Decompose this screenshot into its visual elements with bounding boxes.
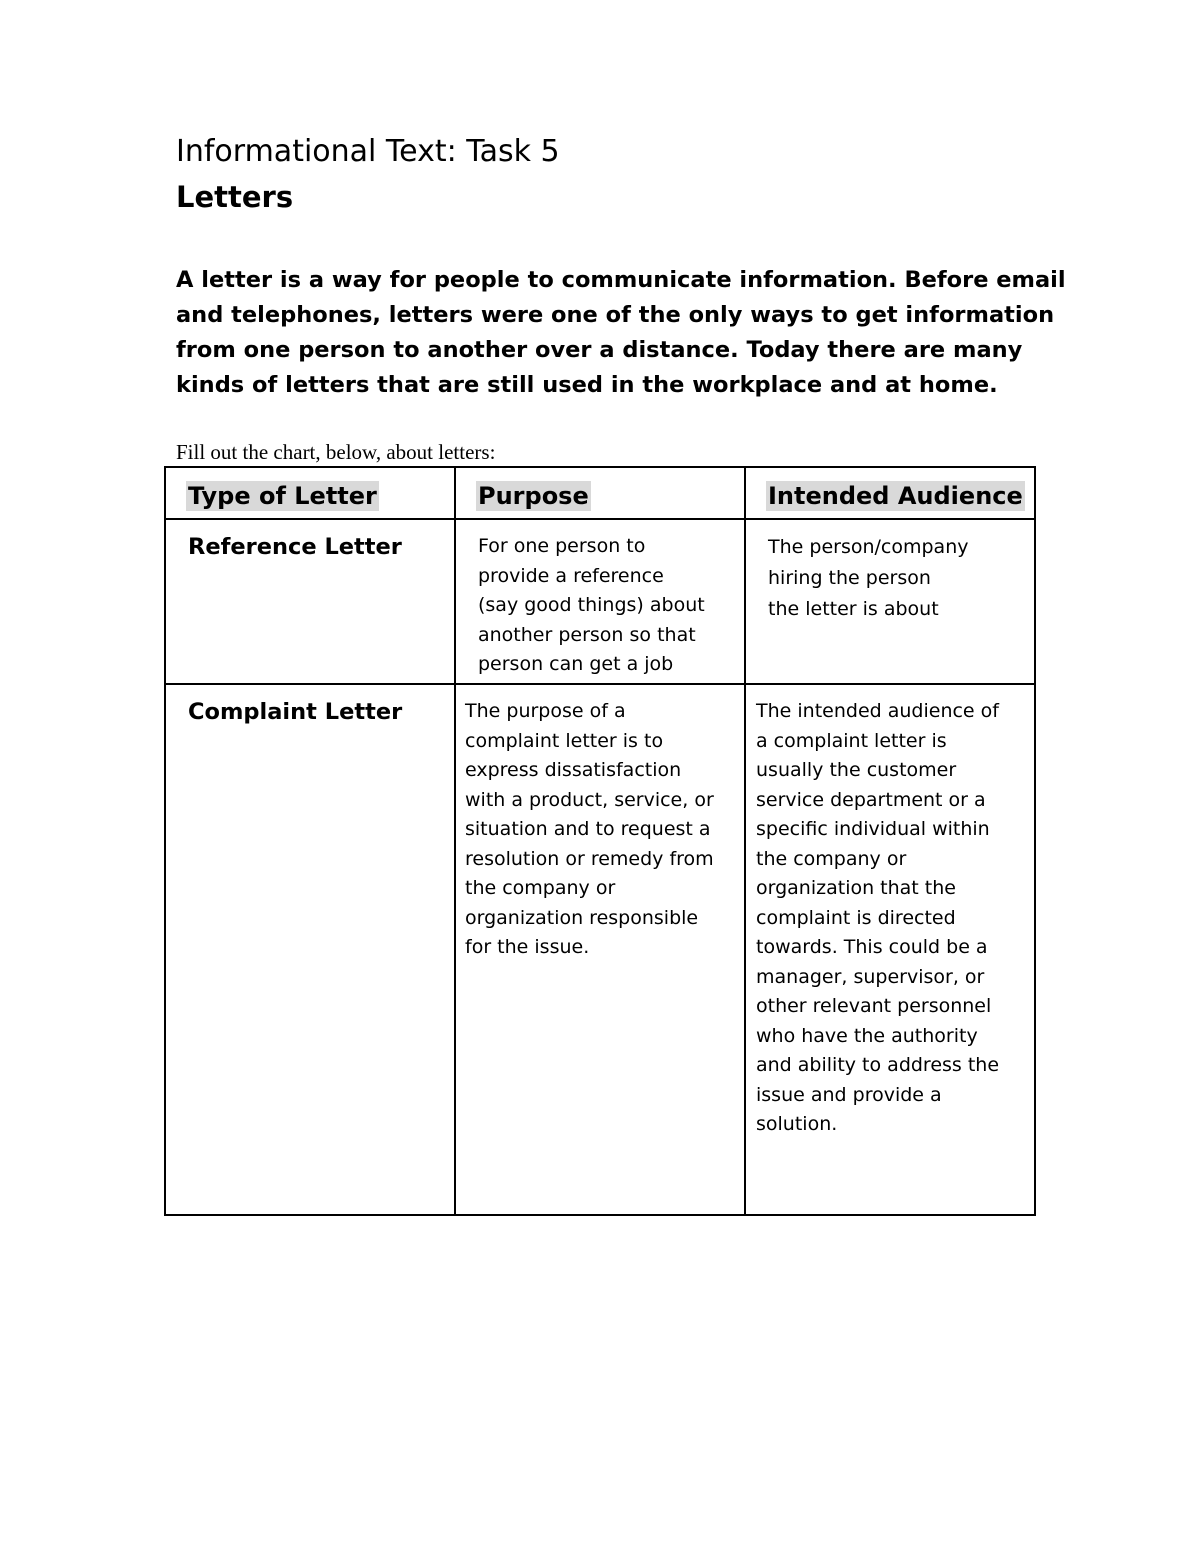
text-line: complaint is directed: [756, 906, 956, 929]
text-line: provide a reference: [478, 564, 664, 587]
purpose-cell: [455, 519, 745, 684]
text-line: The person/company: [768, 536, 969, 558]
text-line: situation and to request a: [465, 818, 711, 840]
reference-purpose-text: [478, 532, 744, 680]
text-line: The purpose of a: [465, 700, 626, 722]
text-line: for the issue.: [465, 936, 590, 958]
text-line: the company or: [756, 847, 907, 870]
text-line: The intended audience of: [756, 700, 999, 722]
text-line: who have the authority: [756, 1024, 978, 1047]
header-intended-audience: Intended Audience: [768, 482, 1023, 510]
intro-line: from one person to another over a distance. Today there are many: [176, 337, 1023, 363]
text-line: issue and provide a: [756, 1083, 942, 1106]
table-header-row: [165, 467, 1035, 519]
header-cell-audience: [745, 467, 1035, 519]
intro-line: A letter is a way for people to communicate information. Before email: [176, 267, 1066, 293]
text-line: express dissatisfaction: [465, 759, 682, 781]
text-line: person can get a job: [478, 653, 674, 675]
text-line: hiring the person: [768, 567, 931, 589]
text-line: (say good things) about: [478, 594, 705, 616]
text-line: resolution or remedy from: [465, 847, 714, 870]
text-line: the company or: [465, 877, 616, 899]
text-line: complaint letter is to: [465, 729, 664, 752]
complaint-purpose-text: [465, 697, 744, 963]
text-line: another person so that: [478, 623, 696, 646]
type-cell: [165, 519, 455, 684]
text-line: other relevant personnel: [756, 995, 992, 1017]
audience-cell: [745, 684, 1035, 1215]
text-line: with a product, service, or: [465, 788, 714, 811]
text-line: towards. This could be a: [756, 936, 988, 958]
letters-chart-table: [164, 466, 1036, 1216]
text-line: and ability to address the: [756, 1054, 1000, 1076]
text-line: organization that the: [756, 877, 956, 899]
text-line: organization responsible: [465, 906, 699, 929]
header-cell-purpose: [455, 467, 745, 519]
text-line: solution.: [756, 1113, 838, 1135]
header-type-of-letter: Type of Letter: [188, 482, 377, 510]
text-line: service department or a: [756, 788, 986, 811]
intro-line: and telephones, letters were one of the only ways to get information: [176, 302, 1055, 328]
intro-paragraph: [176, 263, 1066, 403]
text-line: the letter is about: [768, 598, 939, 620]
chart-instruction: Fill out the chart, below, about letters:: [176, 440, 496, 464]
audience-cell: [745, 519, 1035, 684]
purpose-cell: [455, 684, 745, 1215]
text-line: specific individual within: [756, 818, 990, 840]
text-line: manager, supervisor, or: [756, 965, 985, 988]
row-label-reference-letter: Reference Letter: [188, 534, 402, 560]
text-line: usually the customer: [756, 759, 957, 781]
reference-audience-text: [768, 532, 1034, 625]
table-row-reference-letter: [165, 519, 1035, 684]
page-title: Informational Text: Task 5: [176, 134, 560, 169]
complaint-audience-text: [756, 697, 1034, 1140]
header-cell-type: [165, 467, 455, 519]
row-label-complaint-letter: Complaint Letter: [188, 699, 403, 725]
page-subtitle: Letters: [176, 180, 294, 214]
text-line: For one person to: [478, 535, 646, 557]
text-line: a complaint letter is: [756, 729, 947, 752]
header-purpose: Purpose: [478, 482, 589, 510]
type-cell: [165, 684, 455, 1215]
intro-line: kinds of letters that are still used in the workplace and at home.: [176, 372, 998, 398]
table-row-complaint-letter: [165, 684, 1035, 1215]
